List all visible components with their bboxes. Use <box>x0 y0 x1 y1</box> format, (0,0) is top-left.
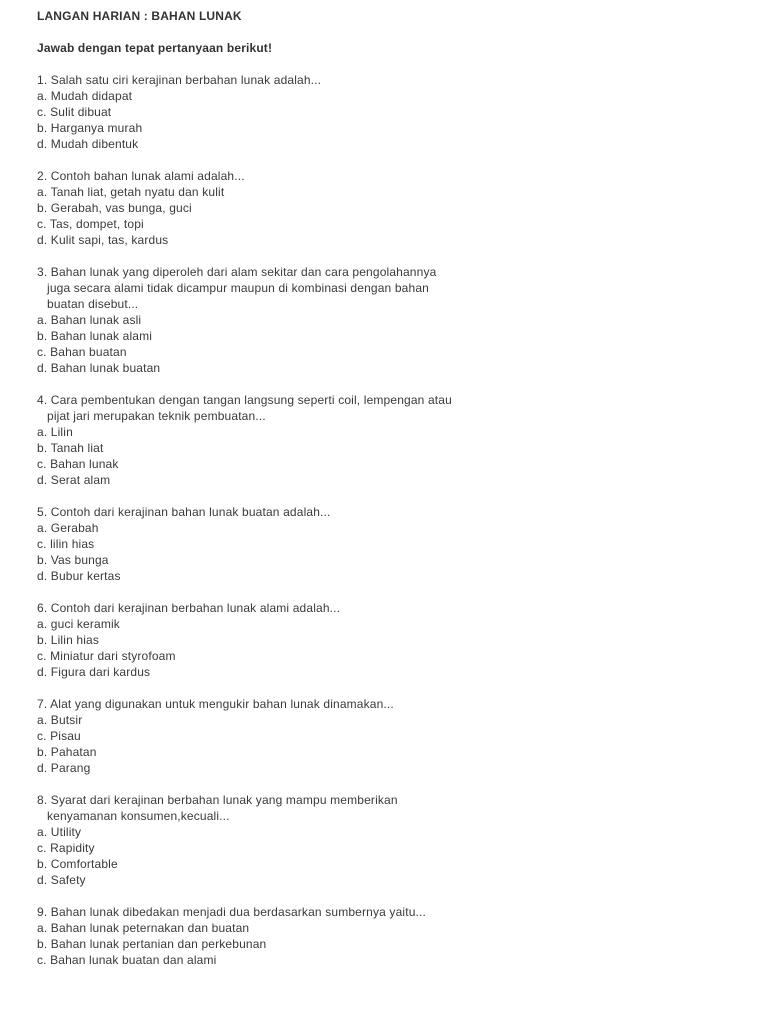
answer-option: a. Gerabah <box>37 521 99 535</box>
answer-option: d. Parang <box>37 761 91 775</box>
question-list <box>37 72 737 968</box>
instruction-text: Jawab dengan tepat pertanyaan berikut! <box>37 41 273 55</box>
question-text: 1. Salah satu ciri kerajinan berbahan lunak adalah... <box>37 73 322 87</box>
answer-option: b. Bahan lunak pertanian dan perkebunan <box>37 937 267 951</box>
answer-option: d. Figura dari kardus <box>37 665 151 679</box>
question-text: juga secara alami tidak dicampur maupun di kombinasi dengan bahan <box>47 281 429 295</box>
question-text: 3. Bahan lunak yang diperoleh dari alam sekitar dan cara pengolahannya <box>37 265 437 279</box>
answer-option: c. Sulit dibuat <box>37 105 112 119</box>
question-text: 6. Contoh dari kerajinan berbahan lunak alami adalah... <box>37 601 341 615</box>
question-block <box>37 392 737 488</box>
answer-option: c. Tas, dompet, topi <box>37 217 144 231</box>
document-title: LANGAN HARIAN : BAHAN LUNAK <box>37 9 242 23</box>
answer-option: a. Lilin <box>37 425 73 439</box>
answer-option: b. Comfortable <box>37 857 118 871</box>
question-block <box>37 792 737 888</box>
answer-option: b. Pahatan <box>37 745 97 759</box>
answer-option: a. Bahan lunak peternakan dan buatan <box>37 921 250 935</box>
answer-option: c. Bahan lunak buatan dan alami <box>37 953 217 967</box>
question-text: 9. Bahan lunak dibedakan menjadi dua berdasarkan sumbernya yaitu... <box>37 905 426 919</box>
answer-option: b. Lilin hias <box>37 633 99 647</box>
question-text: 4. Cara pembentukan dengan tangan langsung seperti coil, lempengan atau <box>37 393 452 407</box>
answer-option: a. Utility <box>37 825 82 839</box>
answer-option: b. Harganya murah <box>37 121 143 135</box>
answer-option: b. Tanah liat <box>37 441 104 455</box>
question-block <box>37 264 737 376</box>
answer-option: c. Miniatur dari styrofoam <box>37 649 176 663</box>
answer-option: c. Rapidity <box>37 841 95 855</box>
question-block <box>37 504 737 584</box>
answer-option: c. lilin hias <box>37 537 95 551</box>
question-block <box>37 696 737 776</box>
answer-option: a. Tanah liat, getah nyatu dan kulit <box>37 185 225 199</box>
question-block <box>37 168 737 248</box>
answer-option: a. Butsir <box>37 713 83 727</box>
answer-option: b. Gerabah, vas bunga, guci <box>37 201 192 215</box>
question-text: 5. Contoh dari kerajinan bahan lunak buatan adalah... <box>37 505 331 519</box>
question-text: buatan disebut... <box>47 297 139 311</box>
answer-option: d. Bubur kertas <box>37 569 121 583</box>
answer-option: d. Serat alam <box>37 473 111 487</box>
document-page <box>37 8 737 984</box>
answer-option: a. guci keramik <box>37 617 120 631</box>
answer-option: b. Vas bunga <box>37 553 109 567</box>
question-text: 8. Syarat dari kerajinan berbahan lunak yang mampu memberikan <box>37 793 398 807</box>
question-block <box>37 72 737 152</box>
answer-option: d. Safety <box>37 873 86 887</box>
question-block <box>37 904 737 968</box>
answer-option: c. Bahan buatan <box>37 345 127 359</box>
answer-option: d. Mudah dibentuk <box>37 137 139 151</box>
answer-option: d. Bahan lunak buatan <box>37 361 161 375</box>
question-text: 2. Contoh bahan lunak alami adalah... <box>37 169 245 183</box>
answer-option: c. Bahan lunak <box>37 457 119 471</box>
answer-option: a. Mudah didapat <box>37 89 133 103</box>
answer-option: a. Bahan lunak asli <box>37 313 142 327</box>
answer-option: b. Bahan lunak alami <box>37 329 153 343</box>
question-block <box>37 600 737 680</box>
question-text: kenyamanan konsumen,kecuali... <box>47 809 230 823</box>
answer-option: d. Kulit sapi, tas, kardus <box>37 233 169 247</box>
answer-option: c. Pisau <box>37 729 81 743</box>
question-text: 7. Alat yang digunakan untuk mengukir bahan lunak dinamakan... <box>37 697 394 711</box>
question-text: pijat jari merupakan teknik pembuatan... <box>47 409 266 423</box>
